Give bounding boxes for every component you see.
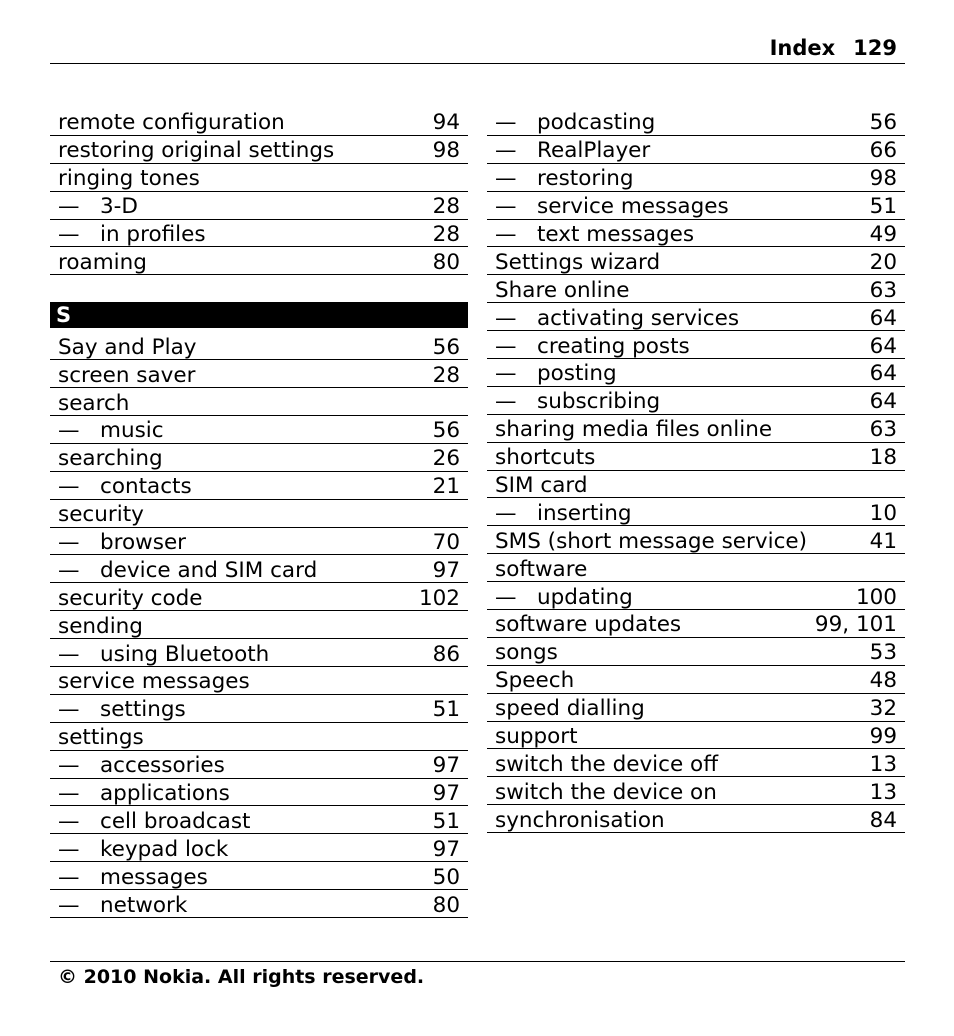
entry-label	[58, 755, 225, 777]
subentry-dash: —	[495, 194, 517, 220]
entry-page-number: 18	[869, 445, 897, 471]
entry-label	[58, 699, 186, 721]
index-subentry	[487, 331, 905, 359]
entry-text: accessories	[100, 753, 225, 779]
section-title: Index	[769, 36, 836, 60]
entry-text: music	[100, 418, 164, 444]
entry-label	[495, 528, 808, 554]
index-entry	[50, 667, 468, 695]
entry-label	[58, 476, 192, 498]
entry-label	[58, 864, 208, 890]
entry-page-number: 50	[432, 864, 460, 890]
entry-label	[58, 529, 187, 555]
entry-label	[58, 671, 250, 693]
subentry-dash: —	[58, 474, 80, 500]
entry-text: messages	[100, 864, 208, 890]
entry-label	[495, 584, 633, 610]
entry-text: Say and Play	[58, 334, 197, 360]
entry-label	[495, 168, 633, 190]
entry-text: remote configuration	[58, 110, 285, 136]
entry-text: restoring original settings	[58, 138, 335, 164]
entry-label	[58, 168, 200, 190]
index-subentry	[487, 108, 905, 136]
entry-text: subscribing	[537, 389, 661, 415]
entry-page-number: 70	[432, 529, 460, 555]
index-entry	[487, 415, 905, 443]
index-entry	[487, 777, 905, 805]
copyright-footer: © 2010 Nokia. All rights reserved.	[50, 961, 905, 988]
entry-text: keypad lock	[100, 836, 229, 862]
index-subentry	[487, 359, 905, 387]
entry-text: network	[100, 892, 188, 918]
entry-page-number: 26	[432, 446, 460, 472]
entry-page-number: 98	[869, 166, 897, 192]
entry-label	[58, 196, 138, 218]
entry-text: service messages	[58, 669, 250, 695]
entry-page-number: 51	[432, 808, 460, 834]
entry-page-number: 100	[855, 584, 897, 610]
index-entry	[50, 583, 468, 611]
entry-text: text messages	[537, 221, 695, 247]
index-group-s	[50, 332, 468, 918]
subentry-dash: —	[58, 864, 80, 890]
entry-text: posting	[537, 361, 617, 387]
entry-text: Share online	[495, 277, 630, 303]
index-entry	[50, 164, 468, 192]
section-letter-heading: S	[50, 302, 468, 328]
entry-label	[58, 112, 285, 134]
index-subentry	[50, 862, 468, 890]
index-subentry	[50, 806, 468, 834]
index-subentry	[50, 416, 468, 444]
entry-page-number: 80	[432, 892, 460, 918]
entry-page-number: 97	[432, 557, 460, 583]
index-entry	[50, 332, 468, 360]
entry-page-number: 86	[432, 641, 460, 667]
entry-text: SIM card	[495, 472, 588, 498]
entry-text: searching	[58, 446, 163, 472]
subentry-dash: —	[58, 697, 80, 723]
entry-text: contacts	[100, 474, 192, 500]
entry-page-number: 102	[418, 585, 460, 611]
entry-page-number: 98	[432, 138, 460, 164]
entry-page-number: 53	[869, 640, 897, 666]
entry-label	[58, 892, 188, 918]
entry-text: browser	[100, 529, 187, 555]
entry-label	[58, 613, 143, 639]
index-subentry	[487, 303, 905, 331]
index-entry	[50, 247, 468, 275]
entry-label	[495, 698, 645, 720]
entry-text: sending	[58, 613, 143, 639]
entry-label	[58, 390, 130, 416]
entry-page-number: 94	[432, 110, 460, 136]
entry-page-number: 49	[869, 221, 897, 247]
subentry-dash: —	[58, 557, 80, 583]
index-entry	[487, 247, 905, 275]
entry-text: roaming	[58, 249, 147, 275]
entry-text: RealPlayer	[537, 138, 651, 164]
entry-text: support	[495, 723, 578, 749]
index-subentry	[50, 890, 468, 918]
entry-text: podcasting	[537, 110, 656, 136]
entry-text: switch the device off	[495, 751, 719, 777]
entry-page-number: 97	[432, 836, 460, 862]
index-subentry	[50, 834, 468, 862]
entry-text: settings	[58, 725, 144, 751]
entry-label	[495, 500, 632, 526]
entry-text: Speech	[495, 668, 575, 694]
entry-page-number: 41	[869, 528, 897, 554]
entry-text: software	[495, 556, 588, 582]
entry-text: songs	[495, 640, 558, 666]
entry-label	[495, 277, 630, 303]
entry-text: sharing media files online	[495, 417, 773, 443]
entry-page-number: 64	[869, 361, 897, 387]
subentry-dash: —	[58, 641, 80, 667]
entry-label	[58, 557, 318, 583]
entry-page-number: 56	[432, 418, 460, 444]
entry-label	[58, 334, 197, 360]
entry-page-number: 48	[869, 668, 897, 694]
index-entry	[487, 749, 905, 777]
entry-label	[58, 727, 144, 749]
entry-label	[495, 670, 574, 692]
entry-label	[495, 221, 695, 247]
entry-label	[58, 221, 206, 247]
subentry-dash: —	[58, 808, 80, 834]
subentry-dash: —	[495, 333, 517, 359]
entry-label	[495, 196, 729, 218]
entry-page-number: 63	[869, 417, 897, 443]
entry-label	[58, 362, 196, 388]
entry-text: applications	[100, 780, 230, 806]
index-entry	[50, 136, 468, 164]
entry-label	[495, 614, 681, 636]
entry-text: in profiles	[100, 221, 206, 247]
entry-page-number: 64	[869, 305, 897, 331]
index-subentry	[487, 498, 905, 526]
entry-label	[58, 249, 147, 275]
subentry-dash: —	[58, 780, 80, 806]
entry-text: Settings wizard	[495, 249, 661, 275]
entry-label	[495, 723, 578, 749]
subentry-dash: —	[495, 361, 517, 387]
entry-label	[495, 472, 588, 498]
entry-label	[495, 419, 772, 441]
entry-page-number: 64	[869, 389, 897, 415]
subentry-dash: —	[495, 389, 517, 415]
subentry-dash: —	[495, 500, 517, 526]
index-entry	[487, 610, 905, 638]
subentry-dash: —	[495, 110, 517, 136]
entry-text: settings	[100, 697, 186, 723]
entry-page-number: 28	[432, 194, 460, 220]
entry-page-number: 56	[869, 110, 897, 136]
entry-text: software updates	[495, 612, 682, 638]
entry-page-number: 28	[432, 221, 460, 247]
entry-page-number: 28	[432, 362, 460, 388]
entry-text: service messages	[537, 194, 729, 220]
index-entry	[487, 275, 905, 303]
entry-label	[58, 641, 270, 667]
entry-label	[495, 556, 588, 582]
index-entry	[487, 722, 905, 750]
index-entry	[487, 443, 905, 471]
entry-label	[58, 585, 203, 611]
entry-text: ringing tones	[58, 166, 200, 192]
subentry-dash: —	[58, 753, 80, 779]
page-number: 129	[853, 36, 897, 60]
entry-page-number: 13	[869, 779, 897, 805]
index-entry	[487, 805, 905, 833]
entry-label	[495, 249, 661, 275]
index-subentry	[487, 582, 905, 610]
index-subentry	[50, 779, 468, 807]
index-entry	[487, 526, 905, 554]
index-entry	[487, 638, 905, 666]
entry-page-number: 99, 101	[814, 612, 897, 638]
entry-page-number: 13	[869, 751, 897, 777]
subentry-dash: —	[58, 418, 80, 444]
entry-text: synchronisation	[495, 807, 665, 833]
index-subentry	[50, 555, 468, 583]
index-subentry	[487, 136, 905, 164]
entry-label	[58, 780, 230, 806]
index-entry	[50, 723, 468, 751]
entry-text: 3-D	[100, 194, 138, 220]
entry-label	[495, 112, 655, 134]
entry-label	[58, 420, 164, 442]
subentry-dash: —	[58, 221, 80, 247]
index-group-s-continued	[487, 108, 905, 833]
subentry-dash: —	[58, 529, 80, 555]
entry-label	[58, 448, 163, 470]
entry-label	[495, 333, 690, 359]
entry-label	[58, 504, 144, 526]
entry-page-number: 20	[869, 249, 897, 275]
index-entry	[50, 388, 468, 416]
subentry-dash: —	[495, 584, 517, 610]
entry-text: security	[58, 502, 144, 528]
entry-text: inserting	[537, 500, 632, 526]
index-subentry	[487, 387, 905, 415]
index-entry	[50, 108, 468, 136]
entry-page-number: 51	[432, 697, 460, 723]
index-entry	[50, 500, 468, 528]
entry-page-number: 64	[869, 333, 897, 359]
subentry-dash: —	[58, 836, 80, 862]
index-entry	[487, 666, 905, 694]
entry-label	[495, 140, 650, 162]
entry-label	[495, 447, 595, 469]
entry-page-number: 51	[869, 194, 897, 220]
index-subentry	[50, 220, 468, 248]
index-subentry	[487, 220, 905, 248]
entry-page-number: 80	[432, 249, 460, 275]
entry-text: shortcuts	[495, 445, 596, 471]
entry-text: updating	[537, 584, 633, 610]
subentry-dash: —	[495, 221, 517, 247]
entry-text: using Bluetooth	[100, 641, 270, 667]
entry-label	[495, 363, 617, 385]
index-entry	[50, 444, 468, 472]
entry-label	[495, 305, 740, 331]
subentry-dash: —	[495, 166, 517, 192]
entry-page-number: 84	[869, 807, 897, 833]
entry-text: creating posts	[537, 333, 690, 359]
entry-text: cell broadcast	[100, 808, 251, 834]
index-entry	[50, 360, 468, 388]
entry-page-number: 66	[869, 138, 897, 164]
index-subentry	[50, 751, 468, 779]
entry-page-number: 21	[432, 474, 460, 500]
entry-page-number: 99	[869, 723, 897, 749]
index-subentry	[50, 528, 468, 556]
entry-text: restoring	[537, 166, 634, 192]
index-subentry	[50, 695, 468, 723]
entry-label	[58, 808, 251, 834]
entry-page-number: 32	[869, 696, 897, 722]
index-column-left	[50, 108, 468, 918]
subentry-dash: —	[58, 892, 80, 918]
entry-label	[495, 779, 717, 805]
entry-page-number: 63	[869, 277, 897, 303]
index-column-right	[487, 108, 905, 833]
index-group-r	[50, 108, 468, 275]
index-subentry	[50, 472, 468, 500]
entry-label	[58, 140, 334, 162]
index-entry	[50, 611, 468, 639]
entry-page-number: 10	[869, 500, 897, 526]
subentry-dash: —	[58, 194, 80, 220]
index-subentry	[50, 639, 468, 667]
index-entry	[487, 554, 905, 582]
index-subentry	[487, 164, 905, 192]
entry-label	[495, 751, 719, 777]
entry-page-number: 97	[432, 780, 460, 806]
entry-label	[495, 642, 558, 664]
subentry-dash: —	[495, 305, 517, 331]
entry-label	[495, 807, 665, 833]
index-subentry	[50, 192, 468, 220]
index-subentry	[487, 192, 905, 220]
entry-text: screen saver	[58, 362, 196, 388]
entry-text: SMS (short message service)	[495, 528, 808, 554]
entry-text: activating services	[537, 305, 740, 331]
subentry-dash: —	[495, 138, 517, 164]
entry-text: speed dialling	[495, 696, 645, 722]
entry-text: device and SIM card	[100, 557, 318, 583]
entry-label	[58, 836, 229, 862]
entry-text: search	[58, 390, 130, 416]
entry-text: switch the device on	[495, 779, 717, 805]
entry-text: security code	[58, 585, 203, 611]
index-entry	[487, 694, 905, 722]
entry-page-number: 97	[432, 753, 460, 779]
entry-page-number: 56	[432, 334, 460, 360]
index-entry	[487, 471, 905, 499]
entry-label	[495, 391, 660, 413]
page-header	[50, 36, 905, 64]
